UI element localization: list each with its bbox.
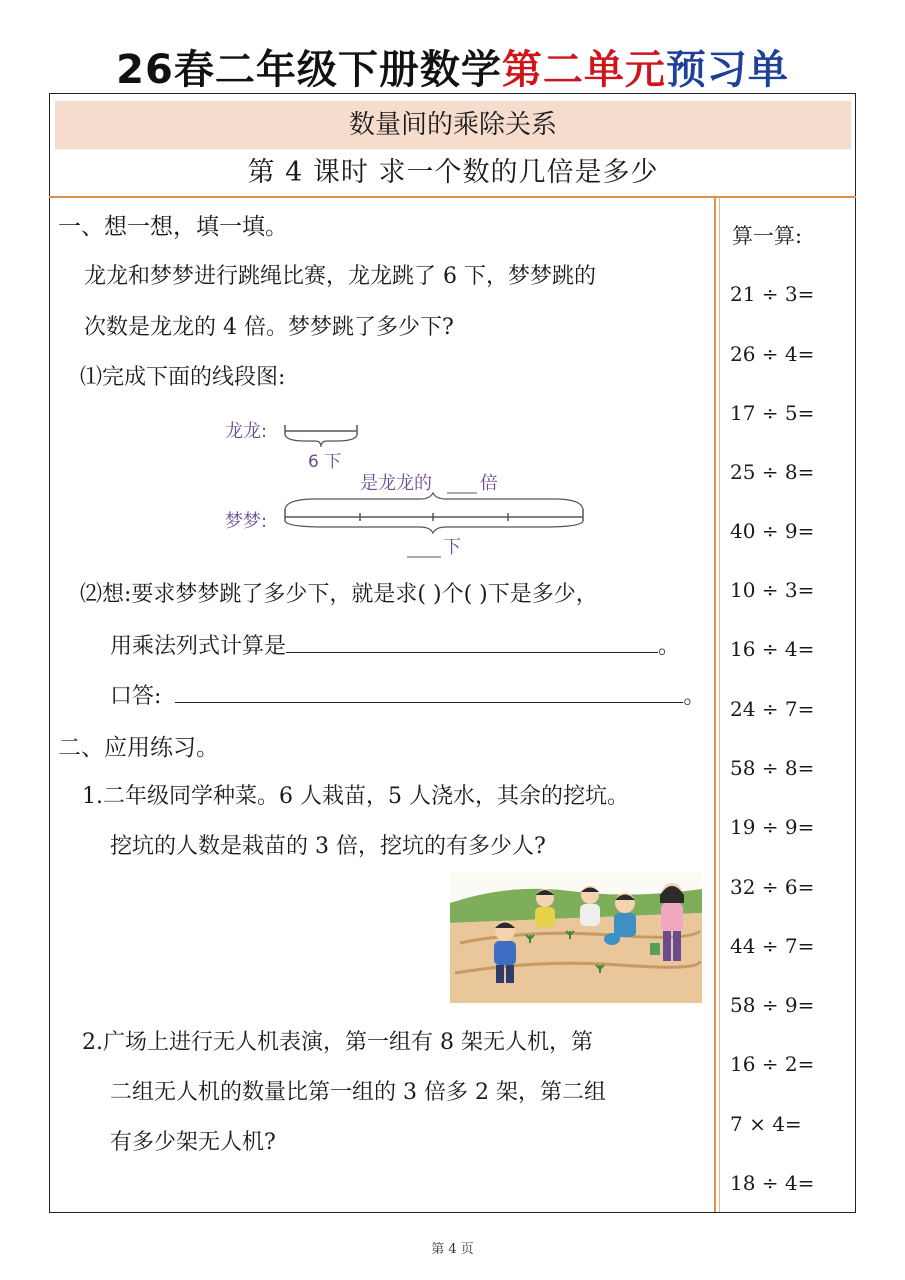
problem1-line2: 挖坑的人数是栽苗的 3 倍，挖坑的有多少人?	[110, 834, 546, 859]
oral-answer-end: 。	[683, 684, 706, 709]
calc-item: 21 ÷ 3=	[730, 282, 815, 306]
unit-banner: 数量间的乘除关系	[55, 101, 851, 149]
oral-answer-label: 口答:	[110, 684, 162, 709]
diagram-label-longlong: 龙龙:	[225, 421, 268, 442]
calc-item: 26 ÷ 4=	[730, 342, 815, 366]
column-divider	[714, 198, 716, 1212]
calc-item: 44 ÷ 7=	[730, 934, 815, 958]
section1-q2-line2	[110, 631, 680, 662]
calc-item: 32 ÷ 6=	[730, 875, 815, 899]
page-number: 第 4 页	[431, 1242, 474, 1257]
calc-item: 19 ÷ 9=	[730, 815, 815, 839]
calc-item: 24 ÷ 7=	[730, 697, 815, 721]
diagram-meng-unit: 下	[443, 537, 461, 558]
lesson-title: 第 4 课时 求一个数的几倍是多少	[247, 157, 659, 188]
segment-diagram	[215, 405, 610, 565]
section1-problem-line2: 次数是龙龙的 4 倍。梦梦跳了多少下?	[84, 315, 454, 340]
section1-q1: ⑴完成下面的线段图:	[80, 365, 286, 390]
calc-item: 18 ÷ 4=	[730, 1171, 815, 1195]
calc-item: 25 ÷ 8=	[730, 460, 815, 484]
title-part-grade: 26春二年级下册数学	[116, 47, 502, 93]
calc-item: 10 ÷ 3=	[730, 578, 815, 602]
section1-q2-line1: ⑵想:要求梦梦跳了多少下，就是求( )个( )下是多少，	[80, 582, 598, 607]
diagram-times-text-a: 是龙龙的	[360, 473, 432, 494]
diagram-long-value: 6 下	[308, 452, 342, 472]
calc-item: 40 ÷ 9=	[730, 519, 815, 543]
calc-item: 7 × 4=	[730, 1112, 802, 1136]
problem2-line2: 二组无人机的数量比第一组的 3 倍多 2 架，第二组	[110, 1080, 606, 1105]
calc-item: 58 ÷ 9=	[730, 993, 815, 1017]
calc-item: 58 ÷ 8=	[730, 756, 815, 780]
calc-item: 16 ÷ 4=	[730, 637, 815, 661]
diagram-times-text-b: 倍	[480, 473, 498, 494]
problem2-line1: 2.广场上进行无人机表演，第一组有 8 架无人机，第	[82, 1030, 593, 1055]
column-divider-inner	[719, 198, 720, 1212]
problem1-line1: 1.二年级同学种菜。6 人栽苗，5 人浇水，其余的挖坑。	[82, 784, 629, 809]
children-planting-illustration	[450, 873, 702, 1003]
formula-answer-blank[interactable]	[286, 631, 658, 653]
problem2-line3: 有多少架无人机?	[110, 1130, 276, 1155]
diagram-label-mengmeng: 梦梦:	[225, 511, 268, 532]
q2-formula-label: 用乘法列式计算是	[110, 634, 287, 659]
oral-answer-blank[interactable]	[175, 681, 683, 703]
calc-item: 16 ÷ 2=	[730, 1052, 815, 1076]
section1-heading: 一、想一想，填一填。	[58, 214, 288, 240]
title-part-preview: 预习单	[665, 47, 789, 93]
page-title	[0, 38, 905, 95]
oral-answer-row	[110, 681, 705, 712]
q2-end-mark: 。	[658, 634, 681, 659]
calc-item: 17 ÷ 5=	[730, 401, 815, 425]
header-divider	[49, 196, 856, 198]
title-part-unit: 第二单元	[501, 47, 666, 93]
section2-heading: 二、应用练习。	[58, 735, 219, 761]
calc-title: 算一算:	[732, 224, 803, 248]
section1-problem-line1: 龙龙和梦梦进行跳绳比赛，龙龙跳了 6 下，梦梦跳的	[84, 264, 596, 289]
